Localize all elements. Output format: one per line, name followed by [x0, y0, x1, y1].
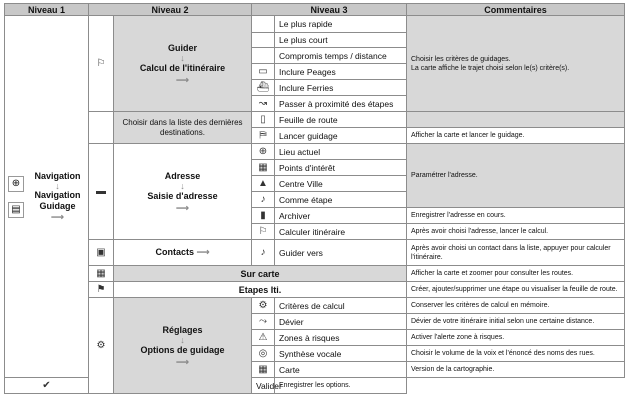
synthese-comment: Choisir le volume de la voix et l'énoncé des noms des rues. — [407, 346, 625, 362]
carte-comment: Version de la cartographie. — [407, 362, 625, 378]
option-inclure-ferries[interactable]: Inclure Ferries — [275, 80, 407, 96]
option-passer-etapes[interactable]: Passer à proximité des étapes — [275, 96, 407, 112]
down-arrow-icon: ↓ — [55, 180, 60, 191]
option-archiver[interactable]: Archiver — [275, 208, 407, 224]
right-arrow-icon: ⟶ — [176, 356, 189, 367]
adresse-icon: ▬ — [89, 144, 114, 240]
adresse-subtitle: Saisie d'adresse — [147, 190, 218, 201]
devier-icon: ⤳ — [252, 314, 275, 330]
option-le-plus-rapide[interactable]: Le plus rapide — [275, 16, 407, 33]
carte-icon: ▦ — [252, 362, 275, 378]
criteres-comment: Conserver les critères de calcul en mémoire. — [407, 298, 625, 314]
lancer-guidage-icon: ⛿ — [252, 128, 275, 144]
dernieres-destinations-label[interactable]: Choisir dans la liste des dernières destinations. — [114, 112, 252, 144]
archiver-icon: ▮ — [252, 208, 275, 224]
niveau1-navigation-label: Navigation — [34, 170, 81, 181]
zones-risques-icon: ⚠ — [252, 330, 275, 346]
centre-ville-icon: ▲ — [252, 176, 275, 192]
etapes-comment: Créer, ajouter/supprimer une étape ou visualiser la feuille de route. — [407, 282, 625, 298]
comme-etape-icon: ♪ — [252, 192, 275, 208]
etapes-iti-label[interactable]: Etapes Iti. — [114, 282, 407, 298]
guider-subtitle: Calcul de l'itinéraire — [139, 62, 226, 73]
option-synthese-vocale[interactable]: Synthèse vocale — [275, 346, 407, 362]
option-devier[interactable]: Dévier — [275, 314, 407, 330]
option-valider[interactable]: Valider — [252, 378, 275, 394]
archiver-comment: Enregistrer l'adresse en cours. — [407, 208, 625, 224]
guider-cell — [114, 16, 252, 112]
blank-icon-cell — [252, 16, 275, 33]
header-niveau2: Niveau 2 — [89, 4, 252, 16]
reglages-icon: ⚙ — [89, 298, 114, 394]
option-comme-etape[interactable]: Comme étape — [275, 192, 407, 208]
right-arrow-icon: ⟶ — [176, 202, 189, 213]
contacts-icon: ▣ — [89, 240, 114, 266]
option-points-interet[interactable]: Points d'intérêt — [275, 160, 407, 176]
right-arrow-icon: ⟶ — [176, 74, 189, 85]
option-criteres-calcul[interactable]: Critères de calcul — [275, 298, 407, 314]
adresse-title: Adresse — [164, 170, 201, 181]
zones-comment: Activer l'alerte zone à risques. — [407, 330, 625, 346]
down-arrow-icon: ↓ — [180, 52, 185, 63]
option-calculer-itineraire[interactable]: Calculer itinéraire — [275, 224, 407, 240]
navigation-icon: ⊕ — [8, 176, 24, 192]
header-commentaires: Commentaires — [407, 4, 625, 16]
option-carte[interactable]: Carte — [275, 362, 407, 378]
header-row — [5, 4, 625, 16]
calculer-itineraire-icon: ⚐ — [252, 224, 275, 240]
sur-carte-comment: Afficher la carte et zoomer pour consulter les routes. — [407, 266, 625, 282]
reglages-subtitle: Options de guidage — [140, 344, 225, 355]
option-feuille-de-route[interactable]: Feuille de route — [275, 112, 407, 128]
criteres-calcul-icon: ⚙ — [252, 298, 275, 314]
niveau1-navigation-guidage-label: Navigation Guidage — [34, 189, 81, 211]
header-niveau1: Niveau 1 — [5, 4, 89, 16]
feuille-route-icon: ▯ — [252, 112, 275, 128]
guider-comment-line1: Choisir les critères de guidages. — [411, 55, 511, 63]
option-lancer-guidage[interactable]: Lancer guidage — [275, 128, 407, 144]
option-compromis[interactable]: Compromis temps / distance — [275, 48, 407, 64]
guider-comment — [407, 16, 625, 112]
option-le-plus-court[interactable]: Le plus court — [275, 33, 407, 48]
sur-carte-icon: ▦ — [89, 266, 114, 282]
option-guider-vers[interactable]: Guider vers — [275, 240, 407, 266]
blank-icon-cell — [89, 112, 114, 144]
valider-comment: Enregistrer les options. — [275, 378, 407, 394]
contacts-title: Contacts — [155, 247, 195, 257]
option-inclure-peages[interactable]: Inclure Peages — [275, 64, 407, 80]
guider-vers-icon: ♪ — [252, 240, 275, 266]
calculer-comment: Après avoir choisi l'adresse, lancer le calcul. — [407, 224, 625, 240]
reglages-title: Réglages — [162, 324, 203, 335]
contacts-label — [114, 240, 252, 266]
navigation-guidage-icon: ▤ — [8, 202, 24, 218]
lancer-guidage-comment: Afficher la carte et lancer le guidage. — [407, 128, 625, 144]
synthese-vocale-icon: ◎ — [252, 346, 275, 362]
down-arrow-icon: ↓ — [180, 180, 185, 191]
peages-icon: ▭ — [252, 64, 275, 80]
parametrer-adresse-comment: Paramétrer l'adresse. — [407, 144, 625, 208]
right-arrow-icon: ⟶ — [196, 247, 210, 257]
devier-comment: Dévier de votre itinéraire initial selon une certaine distance. — [407, 314, 625, 330]
blank-icon-cell — [252, 48, 275, 64]
ferries-icon: ⛴ — [252, 80, 275, 96]
passer-etapes-icon: ↝ — [252, 96, 275, 112]
navigation-menu-table — [4, 3, 625, 394]
lieu-actuel-icon: ⊕ — [252, 144, 275, 160]
niveau1-cell — [5, 16, 89, 378]
down-arrow-icon: ↓ — [180, 334, 185, 345]
right-arrow-icon: ⟶ — [51, 211, 64, 222]
sur-carte-label[interactable]: Sur carte — [114, 266, 407, 282]
valider-icon: ✔ — [5, 378, 89, 394]
guider-icon: ⚐ — [89, 16, 114, 112]
guider-title: Guider — [167, 42, 197, 53]
header-niveau3: Niveau 3 — [252, 4, 407, 16]
points-interet-icon: ▦ — [252, 160, 275, 176]
reglages-cell — [114, 298, 252, 394]
option-lieu-actuel[interactable]: Lieu actuel — [275, 144, 407, 160]
blank-comment-cell — [407, 112, 625, 128]
contacts-comment: Après avoir choisi un contact dans la liste, appuyer pour calculer l'itinéraire. — [407, 240, 625, 266]
option-centre-ville[interactable]: Centre Ville — [275, 176, 407, 192]
blank-icon-cell — [252, 33, 275, 48]
option-zones-risques[interactable]: Zones à risques — [275, 330, 407, 346]
guider-comment-line2: La carte affiche le trajet choisi selon le(s) critère(s). — [411, 64, 570, 72]
adresse-cell — [114, 144, 252, 240]
etapes-icon: ⚑ — [89, 282, 114, 298]
